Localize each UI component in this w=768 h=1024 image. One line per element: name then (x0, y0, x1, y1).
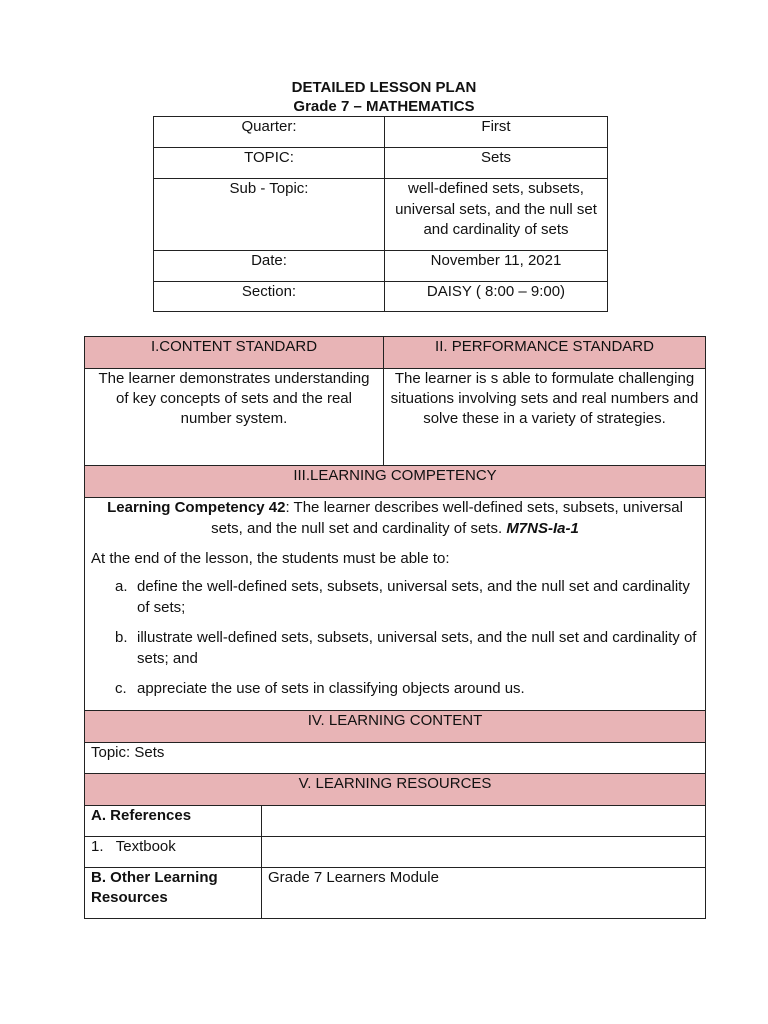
other-resources-row (85, 867, 706, 918)
subtopic-value: well-defined sets, subsets, universal sets, and the null set and cardinality of sets (385, 179, 608, 251)
learning-content-heading: IV. LEARNING CONTENT (85, 710, 706, 742)
competency-text: : The learner describes well-defined sets, subsets, universal sets, and the null set and cardinality of sets. (211, 499, 683, 537)
section-row (154, 282, 608, 312)
learning-competency-heading: III.LEARNING COMPETENCY (85, 466, 706, 498)
objective-text: define the well-defined sets, subsets, universal sets, and the null set and cardinality of sets; (137, 578, 690, 616)
lesson-info-table (153, 116, 608, 312)
references-value (262, 805, 706, 836)
performance-standard-heading: II. PERFORMANCE STANDARD (384, 337, 706, 369)
document-title: DETAILED LESSON PLAN (291, 79, 477, 96)
quarter-row (154, 117, 608, 148)
learning-resources-heading: V. LEARNING RESOURCES (85, 773, 706, 805)
other-resources-label: B. Other Learning Resources (85, 867, 262, 918)
date-value: November 11, 2021 (385, 251, 608, 282)
standards-row (85, 369, 706, 466)
objectives-intro: At the end of the lesson, the students must be able to: (91, 550, 450, 567)
document-subtitle: Grade 7 – MATHEMATICS (293, 98, 475, 115)
references-row (85, 805, 706, 836)
objective-marker: c. (115, 680, 127, 697)
topic-label: TOPIC: (154, 148, 385, 179)
competency-row (85, 498, 706, 711)
topic-value: Sets (385, 148, 608, 179)
other-resources-value: Grade 7 Learners Module (262, 867, 706, 918)
section-value: DAISY ( 8:00 – 9:00) (385, 282, 608, 312)
subtopic-row (154, 179, 608, 251)
textbook-value (262, 836, 706, 867)
resources-header-row (85, 773, 706, 805)
objective-marker: a. (115, 578, 128, 595)
topic-row (154, 148, 608, 179)
references-label: A. References (85, 805, 262, 836)
objective-text: illustrate well-defined sets, subsets, universal sets, and the null set and cardinality of sets; and (137, 629, 697, 667)
objective-text: appreciate the use of sets in classifying objects around us. (137, 680, 525, 697)
quarter-label: Quarter: (154, 117, 385, 148)
competency-cell (85, 498, 706, 711)
standards-header-row (85, 337, 706, 369)
textbook-label: 1. Textbook (85, 836, 262, 867)
competency-code: M7NS-Ia-1 (506, 519, 579, 537)
objective-item (91, 628, 699, 669)
content-standard-heading: I.CONTENT STANDARD (85, 337, 384, 369)
date-row (154, 251, 608, 282)
objective-item (91, 679, 699, 700)
performance-standard-text: The learner is s able to formulate challenging situations involving sets and real numbers and solve these in a variety of strategies. (384, 369, 706, 466)
competency-lead: Learning Competency 42 (107, 499, 286, 516)
section-label: Section: (154, 282, 385, 312)
date-label: Date: (154, 251, 385, 282)
content-standard-text: The learner demonstrates understanding of key concepts of sets and the real number system. (85, 369, 384, 466)
objective-item (91, 577, 699, 618)
subtopic-label: Sub - Topic: (154, 179, 385, 251)
competency-statement (91, 498, 699, 539)
content-topic: Topic: Sets (85, 742, 706, 773)
textbook-row (85, 836, 706, 867)
content-topic-row (85, 742, 706, 773)
quarter-value: First (385, 117, 608, 148)
objectives-list (91, 577, 699, 700)
content-header-row (85, 710, 706, 742)
objective-marker: b. (115, 629, 128, 646)
lesson-plan-table (84, 336, 706, 919)
competency-header-row (85, 466, 706, 498)
